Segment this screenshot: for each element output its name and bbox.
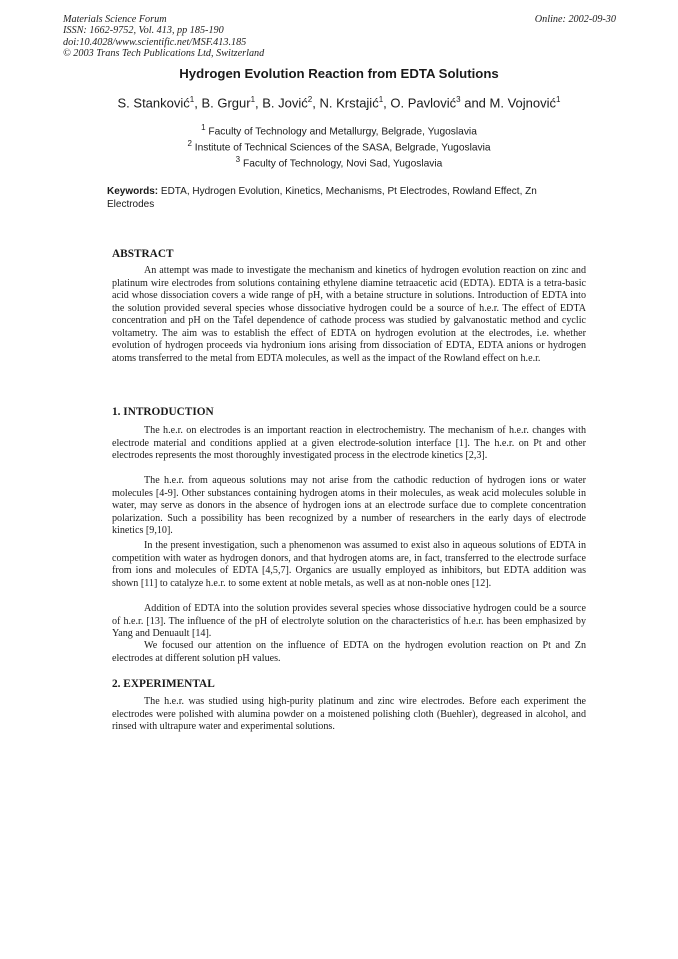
journal-issn: ISSN: 1662-9752, Vol. 413, pp 185-190 (63, 25, 224, 37)
author: B. Grgur (201, 95, 251, 111)
intro-paragraph: The h.e.r. on electrodes is an important reaction in electrochemistry. The mechanism of h.e.r. changes with electrode material and conditions applied at a given electrode-solution interface [1]. The h.e.r. on Pt and other electrodes represents the most thoroughly investigated process in the electrode kinetics [2,3]. (112, 425, 586, 462)
journal-meta (63, 14, 264, 60)
keywords-label: Keywords: (107, 186, 159, 197)
author: B. Jović (262, 95, 308, 111)
experimental-heading: 2. EXPERIMENTAL (112, 678, 215, 690)
abstract-text: An attempt was made to investigate the mechanism and kinetics of hydrogen evolution reaction on zinc and platinum wire electrodes from solutions containing ethylene diamine tetraacetic acid (EDTA). EDTA is a tetra-basic acid whose dissociation covers a wide range of pH, with a betaine structure in solutions. Introduction of EDTA into the solution provided several species whose dissociative hydrogen could be a source of h.e.r. The effect of EDTA concentration and pH on the Tafel dependence of cathode process was studied by galvanostatic method and cyclic voltametry. The aim was to establish the effect of EDTA on hydrogen evolution at the electrodes, i.e. whether evolution of hydrogen proceeds via hydronium ions arising from dissociation of EDTA, EDTA anions or hydrogen atoms transferred to the metal from EDTA molecules, as well as the impact of the Rowland effect on h.e.r. (112, 265, 586, 364)
journal-name: Materials Science Forum (63, 14, 167, 25)
affiliation: $^1$ Faculty of Technology and Metallurgy, Belgrade, Yugoslavia (201, 123, 477, 138)
journal-copyright: © 2003 Trans Tech Publications Ltd, Switzerland (63, 48, 265, 60)
introduction-heading: 1. INTRODUCTION (112, 406, 214, 418)
online-date: Online: 2002-09-30 (534, 14, 616, 25)
author: M. Vojnović (489, 95, 557, 111)
author-list: S. Stanković$^1$, B. Grgur$^1$, B. Jović$^2$, N. Krstajić$^1$, O. Pavlović$^3$ and M. Vojnović$^1$ (117, 95, 561, 111)
intro-paragraph: The h.e.r. from aqueous solutions may not arise from the cathodic reduction of hydrogen ions or water molecules [4-9]. Other substances containing hydrogen atoms in their molecules, as weak acid molecules soluble in water, may serve as donors in the absence of hydrogen ions at an electrode surface due to complete concentration polarization. Such a possibility has been recognized by a number of researchers in the early days of electrode kinetics [9,10]. (112, 475, 586, 537)
keywords (107, 186, 577, 211)
experimental-text: The h.e.r. was studied using high-purity platinum and zinc wire electrodes. Before each experiment the electrodes were polished with alumina powder on a moistened polishing cloth (Buehler), degreased in alcohol, and rinsed with ultrapure water and experimental solutions. (112, 696, 586, 733)
abstract-heading: ABSTRACT (112, 248, 174, 260)
affiliation: $^3$ Faculty of Technology, Novi Sad, Yugoslavia (235, 155, 443, 170)
paper-title: Hydrogen Evolution Reaction from EDTA Solutions (179, 66, 499, 81)
journal-doi: doi:10.4028/www.scientific.net/MSF.413.185 (63, 36, 247, 48)
authors-conjunction: and (464, 95, 486, 111)
intro-paragraph: In the present investigation, such a phenomenon was assumed to exist also in aqueous solutions of EDTA in competition with water as hydrogen donors, and that hydrogen atoms are, in fact, transferred to the electrode surface from ions and molecules of EDTA [4,5,7]. Organics are usually employed as inhibitors, but EDTA addition was shown [11] to catalyze h.e.r. to some extent at noble metals, as well as at non-noble ones [12]. (112, 540, 586, 589)
author: O. Pavlović (390, 95, 457, 111)
intro-paragraph: We focused our attention on the influence of EDTA on the hydrogen evolution reaction on Pt and Zn electrodes at different solution pH values. (112, 640, 586, 664)
affiliation: $^2$ Institute of Technical Sciences of the SASA, Belgrade, Yugoslavia (187, 139, 491, 154)
keywords-text: EDTA, Hydrogen Evolution, Kinetics, Mechanisms, Pt Electrodes, Rowland Effect, Zn Electrodes (107, 186, 537, 210)
intro-paragraph: Addition of EDTA into the solution provides several species whose dissociative hydrogen could be a source of h.e.r. [13]. The influence of the pH of electrolyte solution on the characteristics of h.e.r. has been emphasized by Yang and Denuault [14]. (112, 603, 586, 640)
author: S. Stanković (117, 95, 190, 111)
author: N. Krstajić (319, 95, 379, 111)
